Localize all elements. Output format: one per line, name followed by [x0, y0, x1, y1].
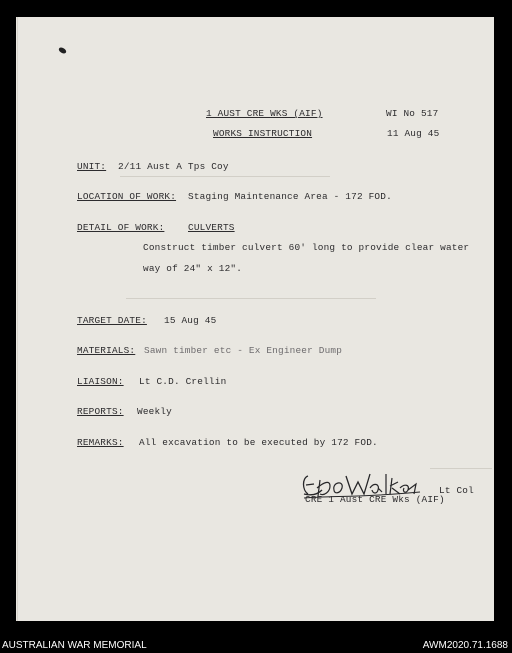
materials-label: MATERIALS:: [77, 345, 136, 356]
ghost-line: [120, 176, 330, 177]
header-date: 11 Aug 45: [387, 128, 440, 139]
signature-block: CRE 1 Aust CRE Wks (AIF): [305, 494, 445, 505]
footer-accession-number: AWM2020.71.1688: [422, 640, 508, 651]
remarks-label: REMARKS:: [77, 437, 124, 448]
ghost-line: [126, 298, 376, 299]
target-date-label: TARGET DATE:: [77, 315, 147, 326]
ghost-line: [430, 468, 492, 469]
reports-value: Weekly: [137, 406, 172, 417]
reports-label: REPORTS:: [77, 406, 124, 417]
page-edge-line: [17, 17, 18, 621]
unit-value: 2/11 Aust A Tps Coy: [118, 161, 229, 172]
footer-institution: AUSTRALIAN WAR MEMORIAL: [2, 640, 147, 651]
unit-label: UNIT:: [77, 161, 107, 172]
detail-label: DETAIL OF WORK:: [77, 222, 165, 233]
location-value: Staging Maintenance Area - 172 FOD.: [188, 191, 392, 202]
detail-text-line1: Construct timber culvert 60' long to provide clear water: [143, 242, 470, 253]
materials-value: Sawn timber etc - Ex Engineer Dump: [144, 345, 343, 356]
signatory-rank: Lt Col: [439, 485, 474, 496]
header-ref: WI No 517: [386, 108, 439, 119]
target-date-value: 15 Aug 45: [164, 315, 217, 326]
header-unit: 1 AUST CRE WKS (AIF): [206, 108, 323, 119]
location-label: LOCATION OF WORK:: [77, 191, 177, 202]
liaison-value: Lt C.D. Crellin: [139, 376, 227, 387]
remarks-value: All excavation to be executed by 172 FOD.: [139, 437, 378, 448]
header-title: WORKS INSTRUCTION: [213, 128, 313, 139]
detail-value: CULVERTS: [188, 222, 235, 233]
detail-text-line2: way of 24" x 12".: [143, 263, 243, 274]
liaison-label: LIAISON:: [77, 376, 124, 387]
